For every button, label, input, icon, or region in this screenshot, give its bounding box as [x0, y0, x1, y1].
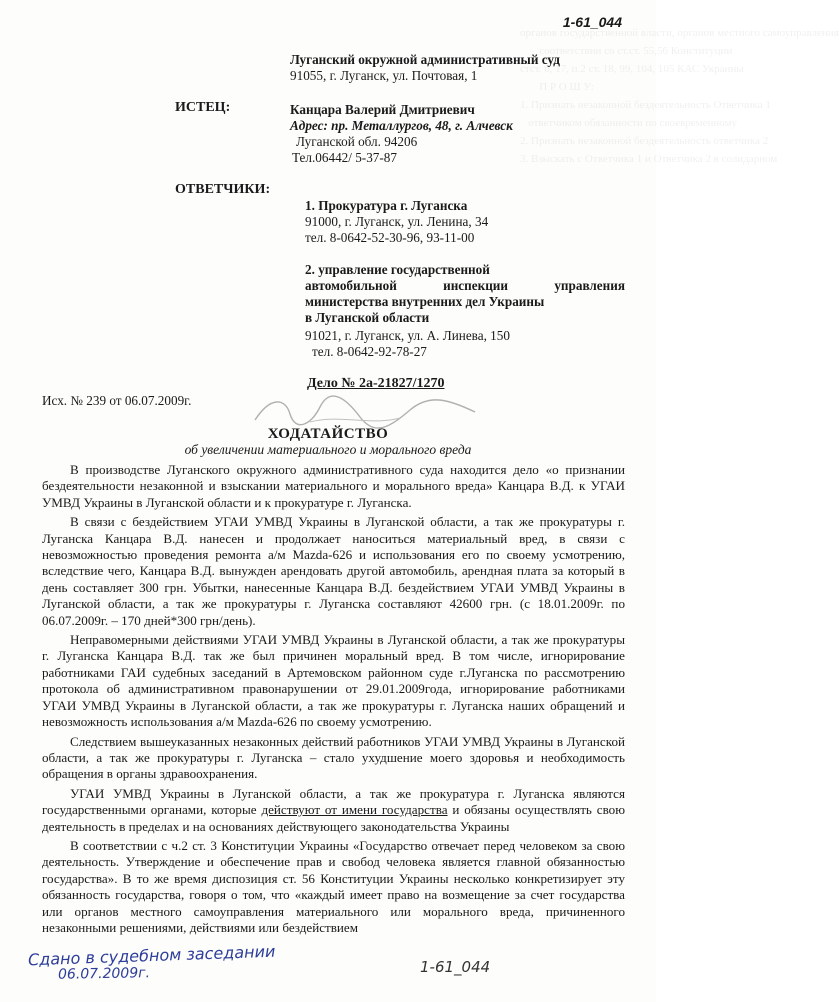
document-code: 1-61_044 — [562, 14, 622, 30]
plaintiff-phone: Тел.06442/ 5-37-87 — [292, 150, 397, 165]
court-name: Луганский окружной административный суд — [290, 52, 560, 67]
paragraph-4: Следствием вышеуказанных незаконных действий работников УГАИ УМВД Украины в Луганской области, а так же прокуратуры г. Луганска – стало ухудшение моего здоровья и необходимость обращения в органы здравоохранения. — [42, 733, 625, 782]
defendant-2-line-4: в Луганской области — [305, 310, 430, 325]
paragraph-5-start: УГАИ УМВД Украины в Луганской области, а так же прокуратура г. Луганска являются государственными органами, которые — [42, 785, 625, 818]
paragraph-5 — [42, 786, 625, 835]
paragraph-6: В соответствии с ч.2 ст. 3 Конституции Украины «Государство отвечает перед человеком за свою деятельность. Утверждение и обеспечение прав и свобод человека является главной обязанностью государства». В то же время диспозиция ст. 56 Конституции Украины несколько конкретизирует эту обязанность государства, говоря о том, что «каждый имеет право на возмещение за счет государства или органов местного самоуправления материального или морального вреда, причиненного незаконными решениями, действиями или бездействием — [42, 837, 625, 935]
plaintiff-region: Луганской обл. 94206 — [296, 134, 418, 149]
paragraph-5-end: и обязаны осуществлять свою деятельность в пределах и на основаниях действующего законодательства Украины — [42, 802, 625, 834]
defendant-1-phone: тел. 8-0642-52-30-96, 93-11-00 — [305, 230, 475, 245]
defendant-1-name: 1. Прокуратура г. Луганска — [305, 198, 468, 213]
document-title: ХОДАТАЙСТВО — [267, 426, 389, 442]
case-number: Дело № 2а-21827/1270 — [307, 376, 445, 391]
handwritten-code: 1-61_044 — [420, 958, 491, 976]
bleed-through-texture: органов государственной власти, органов местного самоуправления соответствии со ст.ст. 55,56 Конституции стст. 6, 17, п.2 ст. 18, 99, 104, 105 КАС Украины П Р О Ш У: 1. Признать незаконной бездеятельность Ответчика 1 ответчиком обязанности по своевременному 2. Признать незаконной бездеятельность ответчика 2 3. Взыскать с Ответчика 1 и Ответчика 2 в солидарном — [520, 27, 839, 165]
defendant-2-line-2a: автомобильной — [305, 278, 397, 293]
plaintiff-name: Канцара Валерий Дмитриевич — [290, 102, 475, 117]
plaintiff-label: ИСТЕЦ: — [175, 100, 231, 115]
defendant-2-line-1: 2. управление государственной — [305, 262, 490, 277]
defendant-2-line-2b: инспекции — [443, 278, 509, 293]
defendant-2-line-3: министерства внутренних дел Украины — [305, 294, 545, 309]
defendant-2-line-2c: управления — [554, 278, 625, 293]
paragraph-2: В связи с бездействием УГАИ УМВД Украины в Луганской области, а так же прокуратуры г. Луганска Канцара В.Д. нанесен и продолжает наноситься материальный вред, в связи с невозможностью проведения ремонта а/м Mazda-626 и использования его по своему усмотрению, вследствие чего, Канцара В.Д. вынужден арендовать другой автомобиль, арендная плата за который в день составляет 300 грн. Убытки, нанесенные Канцара В.Д. бездействием УГАИ УМВД Украины в Луганской области, а так же прокуратуры г. Луганска составляют 42600 грн. (с 18.01.2009г. по 06.07.2009г. – 170 дней*300 грн/день). — [42, 514, 625, 628]
court-address: 91055, г. Луганск, ул. Почтовая, 1 — [290, 68, 478, 83]
paragraph-1: В производстве Луганского окружного административного суда находится дело «о признании бездеятельности незаконной и взыскании материального и морального вреда» Канцара В.Д. к УГАИ УМВД Украины в Луганской области и к прокуратуре г. Луганска. — [42, 462, 625, 510]
defendant-1-address: 91000, г. Луганск, ул. Ленина, 34 — [305, 214, 489, 229]
plaintiff-address: Адрес: пр. Металлургов, 48, г. Алчевск — [290, 118, 513, 133]
defendant-2-phone: тел. 8-0642-92-78-27 — [312, 344, 427, 359]
handwritten-note-line-1: Сдано в судебном заседании — [27, 941, 276, 970]
document-body — [42, 462, 625, 939]
defendant-2-line-2 — [305, 278, 625, 294]
defendants-label: ОТВЕТЧИКИ: — [175, 182, 271, 197]
document-subtitle: об увеличении материального и морального вреда — [184, 442, 472, 457]
handwritten-note-date: 06.07.2009г. — [57, 965, 151, 983]
outgoing-reference: Исх. № 239 от 06.07.2009г. — [42, 393, 192, 408]
defendant-2-address: 91021, г. Луганск, ул. А. Линева, 150 — [305, 328, 510, 343]
paragraph-5-underlined: действуют от имени государства — [261, 802, 448, 818]
paragraph-3: Неправомерными действиями УГАИ УМВД Украины в Луганской области, а так же прокуратуры г. Луганска Канцара В.Д. так же был причинен моральный вред. В том числе, игнорирование работниками ГАИ судебных заседаний в Артемовском районном суде г.Луганска по рассмотрению протокола об административном правонарушении от 29.01.2009года, игнорирование работниками УГАИ УМВД Украины в Луганской области, а так же прокуратуры г. Луганска наших обращений и невозможность использования а/м Mazda-626 по своему усмотрению. — [42, 632, 625, 730]
